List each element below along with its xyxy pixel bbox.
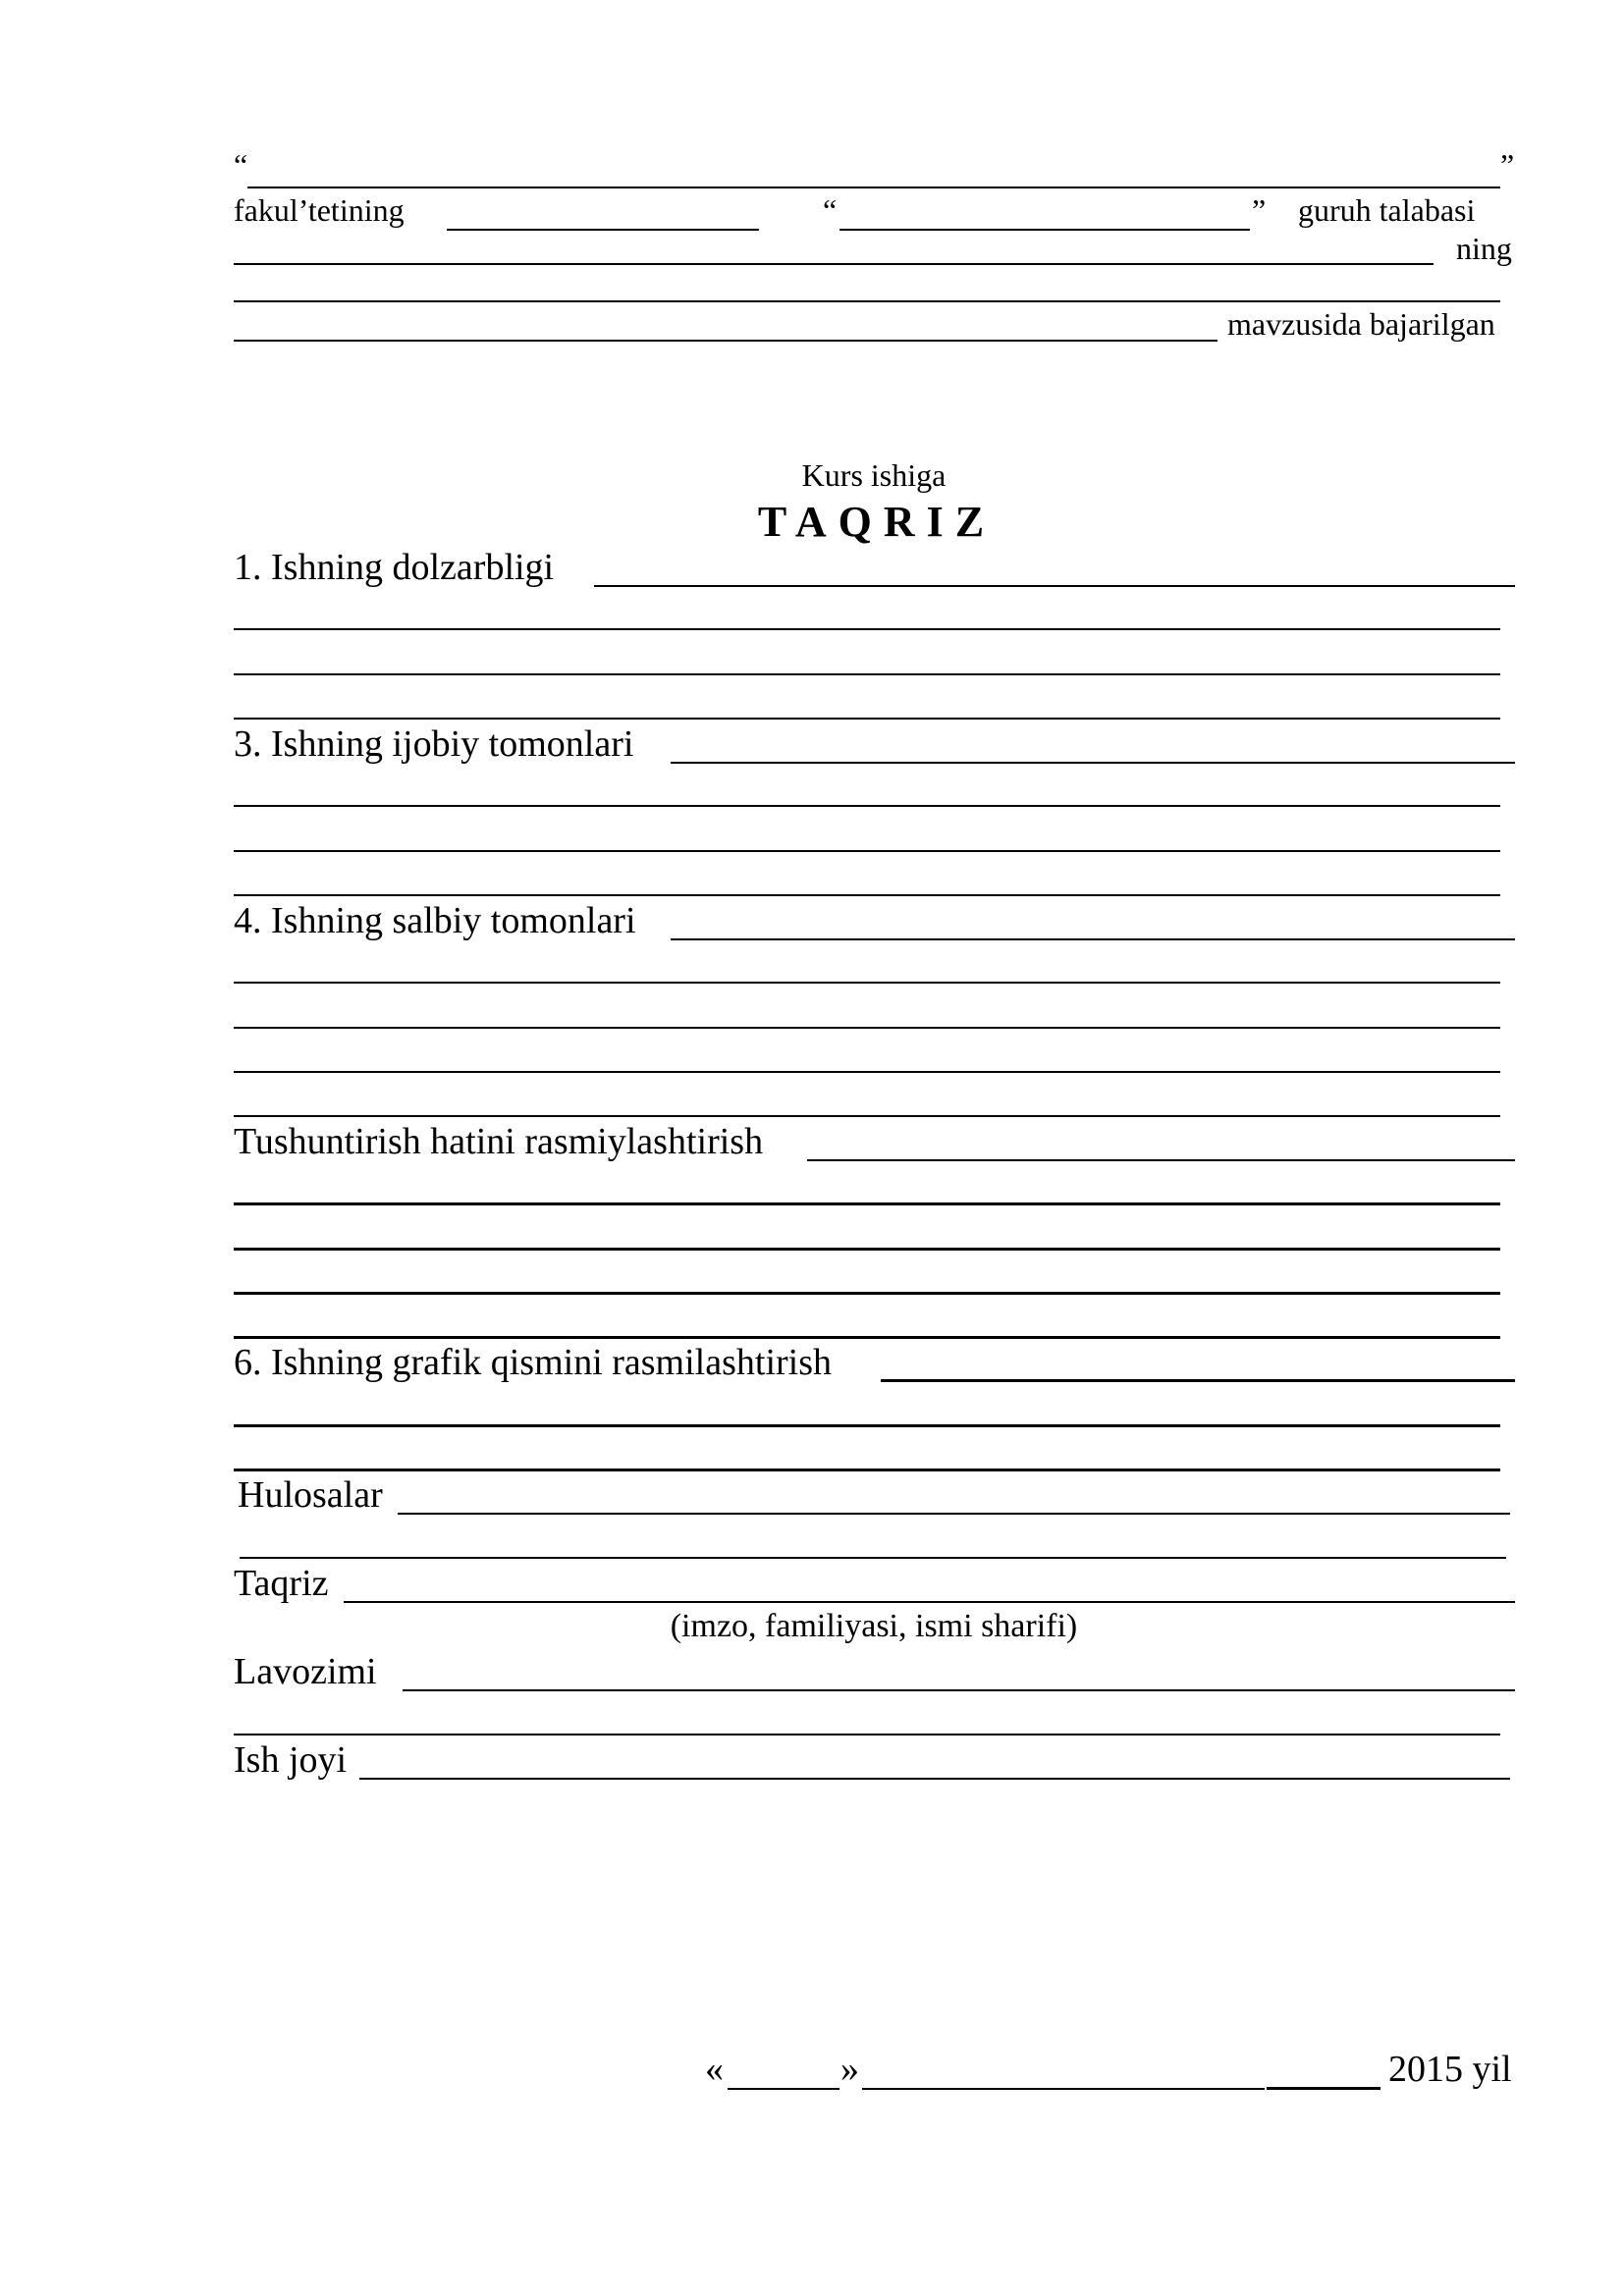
positives-line[interactable] <box>234 805 1500 807</box>
negatives-field[interactable] <box>671 938 1515 940</box>
positives-line[interactable] <box>234 850 1500 852</box>
relevance-label: 1. Ishning dolzarbligi <box>234 547 555 588</box>
positives-field[interactable] <box>671 762 1515 764</box>
topic-field-2[interactable] <box>234 340 1218 342</box>
faculty-field[interactable] <box>447 229 759 231</box>
faculty-label: fakul’tetining <box>234 192 405 228</box>
group-open-quote: “ <box>823 192 838 228</box>
conclusions-label: Hulosalar <box>238 1474 383 1516</box>
student-name-field[interactable] <box>247 187 1500 188</box>
position-field[interactable] <box>403 1689 1515 1691</box>
topic-field-1[interactable] <box>234 300 1500 302</box>
page-title: TAQRIZ <box>757 498 997 546</box>
conclusions-line[interactable] <box>240 1557 1506 1559</box>
conclusions-field[interactable] <box>398 1513 1510 1515</box>
workplace-label: Ish joyi <box>234 1739 348 1781</box>
header-open-quote: “ <box>234 147 248 183</box>
date-day-field[interactable] <box>728 2088 839 2090</box>
signature-hint: (imzo, familiyasi, ismi sharifi) <box>670 1608 1078 1644</box>
group-close-quote: ” <box>1252 192 1267 228</box>
explanatory-note-line[interactable] <box>234 1202 1500 1205</box>
date-year-field[interactable] <box>1267 2087 1380 2090</box>
graphic-part-line[interactable] <box>234 1424 1500 1427</box>
relevance-line[interactable] <box>234 628 1500 630</box>
header-close-quote: ” <box>1500 147 1515 183</box>
position-label: Lavozimi <box>234 1651 377 1692</box>
relevance-line[interactable] <box>234 673 1500 675</box>
reviewer-signature-field[interactable] <box>344 1601 1515 1603</box>
date-close-guillemet: » <box>840 2049 859 2090</box>
explanatory-note-field[interactable] <box>807 1159 1515 1161</box>
explanatory-note-line[interactable] <box>234 1292 1500 1295</box>
date-month-field[interactable] <box>862 2088 1265 2090</box>
graphic-part-line[interactable] <box>234 1468 1500 1471</box>
subtitle: Kurs ishiga <box>801 457 947 493</box>
positives-label: 3. Ishning ijobiy tomonlari <box>234 723 634 765</box>
negatives-line[interactable] <box>234 982 1500 984</box>
year-label: 2015 yil <box>1388 2049 1512 2090</box>
graphic-part-label: 6. Ishning grafik qismini rasmilashtirish <box>234 1342 833 1383</box>
negatives-line[interactable] <box>234 1115 1500 1117</box>
negatives-line[interactable] <box>234 1071 1500 1073</box>
position-line[interactable] <box>234 1734 1500 1735</box>
graphic-part-field[interactable] <box>881 1379 1515 1382</box>
workplace-field[interactable] <box>359 1778 1510 1780</box>
group-field[interactable] <box>839 229 1250 231</box>
explanatory-note-label: Tushuntirish hatini rasmiylashtirish <box>234 1121 764 1162</box>
positives-line[interactable] <box>234 894 1500 896</box>
relevance-field[interactable] <box>594 585 1515 587</box>
explanatory-note-line[interactable] <box>234 1248 1500 1251</box>
student-fullname-field[interactable] <box>234 263 1434 265</box>
relevance-line[interactable] <box>234 718 1500 720</box>
negatives-label: 4. Ishning salbiy tomonlari <box>234 900 636 941</box>
negatives-line[interactable] <box>234 1027 1500 1029</box>
group-student-label: guruh talabasi <box>1298 192 1476 228</box>
date-open-guillemet: « <box>705 2049 724 2090</box>
topic-label: mavzusida bajarilgan <box>1227 306 1495 342</box>
reviewer-label: Taqriz <box>234 1563 329 1604</box>
ning-suffix: ning <box>1456 231 1512 266</box>
explanatory-note-line[interactable] <box>234 1336 1500 1339</box>
